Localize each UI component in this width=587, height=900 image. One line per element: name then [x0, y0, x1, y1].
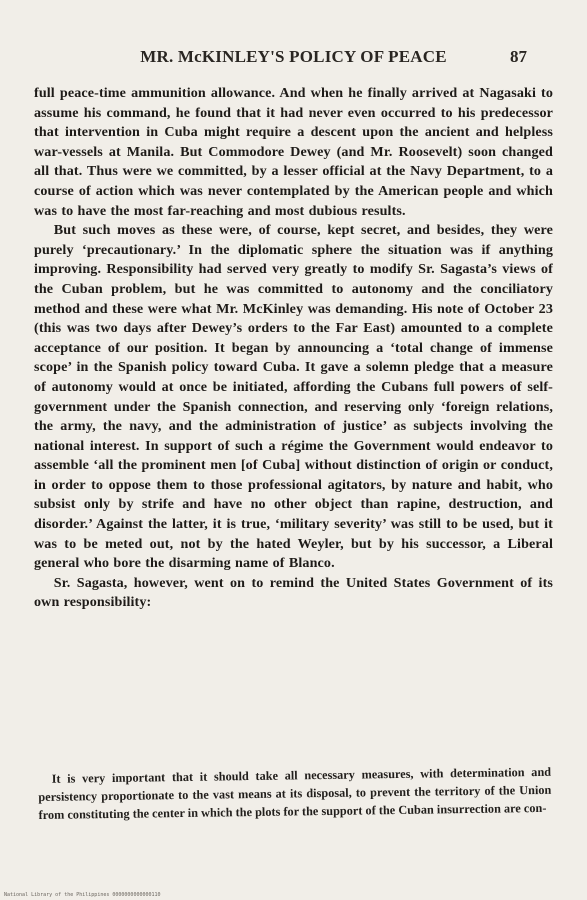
- running-header: [34, 40, 553, 74]
- page-number: 87: [510, 47, 527, 66]
- running-title: MR. McKINLEY'S POLICY OF PEACE: [140, 47, 447, 66]
- paragraph-continued: full peace-time ammunition allowance. And when he finally arrived at Nagasaki to assume his command, he found that it had never even occurred to his predecessor that intervention in Cuba might require a descent upon the ancient and helpless war-vessels at Manila. But Commodore Dewey (and Mr. Roosevelt) soon changed all that. Thus were we committed, by a lesser official at the Navy Department, to a course of action which was never contemplated by the American people and which was to have the most far-reaching and most dubious results.: [34, 85, 553, 219]
- paragraph-responsibility: Sr. Sagasta, however, went on to remind the United States Government of its own responsibility:: [34, 574, 553, 611]
- block-quotation: It is very important that it should take all necessary measures, with determination and persistency proportionate to the vast means at its disposal, to prevent the territory of the Union from constituting the center in which the plots for the support of the Cuban insurrection are con-: [38, 764, 552, 822]
- body-text: [34, 84, 553, 613]
- paragraph-sagasta-note: But such moves as these were, of course, kept secret, and besides, they were purely ‘precautionary.’ In the diplomatic sphere the situation was if anything improving. Responsibility had served very greatly to modify Sr. Sagasta’s views of the Cuban problem, but he was committed to autonomy and the conciliatory method and these were what Mr. McKinley was demanding. His note of October 23 (this was two days after Dewey’s orders to the Far East) amounted to a complete acceptance of our position. It began by announcing a ‘total change of immense scope’ in the Spanish policy toward Cuba. It gave a solemn pledge that a measure of autonomy would at once be initiated, affording the Cubans full powers of self-government under the Spanish connection, and reserving only ‘foreign relations, the army, the navy, and the administration of justice’ as subjects involving the national interest. In support of such a régime the Government would endeavor to assemble ‘all the prominent men [of Cuba] without distinction of origin or conduct, in order to oppose them to those professional agitators, by nature and habit, who subsist only by strife and have no other object than rapine, destruction, and disorder.’ Against the latter, it is true, ‘military severity’ was still to be used, but it was to be meted out, not by the hated Weyler, but by his successor, a Liberal general who bore the disarming name of Blanco.: [34, 222, 553, 572]
- library-stamp: National Library of the Philippines 0000000000000110: [4, 892, 161, 898]
